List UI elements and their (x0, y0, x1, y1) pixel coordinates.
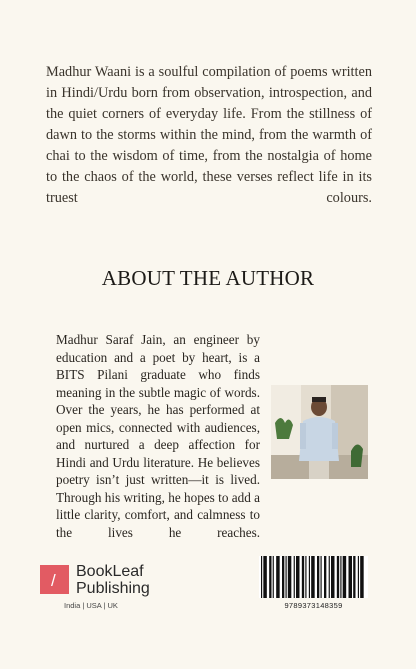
publisher-name (76, 563, 150, 597)
barcode-bar (340, 556, 341, 598)
barcode-bar (321, 556, 322, 598)
barcode-bar (360, 556, 364, 598)
publisher-locations: India | USA | UK (64, 601, 118, 610)
barcode-bar (317, 556, 319, 598)
barcode-bar (358, 556, 359, 598)
barcode-bar (343, 556, 347, 598)
svg-text:/: / (51, 571, 56, 590)
author-bio: Madhur Saraf Jain, an engineer by education and a poet by heart, is a BITS Pilani graduate who finds meaning in the subtle magic of words. Over the years, he has performed at open mics, connected with audiences, and nurtured a deep affection for Hindi and Urdu literature. He believes poetry isn’t just written—it is lived. Through his writing, he hopes to add a little clarity, comfort, and calmness to the lives he reaches. (56, 332, 260, 540)
barcode-bar (273, 556, 274, 598)
about-author-heading: ABOUT THE AUTHOR (101, 266, 315, 290)
publisher-name-line2: Publishing (76, 580, 150, 597)
barcode-bar (282, 556, 284, 598)
isbn-barcode (259, 556, 368, 598)
barcode-bar (296, 556, 300, 598)
barcode-bar (294, 556, 295, 598)
barcode-bar (329, 556, 330, 598)
back-cover-blurb: Madhur Waani is a soulful compilation of poems written in Hindi/Urdu born from observation, introspection, and the quiet corners of everyday life. From the stillness of dawn to the storms within the mind, from the warmth of chai to the wisdom of time, from the nostalgia of home to the chaos of the world, these verses reflect life in its truest colours. (46, 64, 372, 207)
barcode-bar (302, 556, 304, 598)
barcode-bar (337, 556, 339, 598)
author-photo-illustration (271, 385, 368, 479)
bookleaf-logo-icon (40, 565, 69, 594)
barcode-bar (269, 556, 271, 598)
barcode-bar (349, 556, 353, 598)
barcode-bar (288, 556, 292, 598)
barcode-bar (261, 556, 262, 598)
barcode-bar (311, 556, 315, 598)
author-photo (271, 385, 368, 479)
barcode-bar (305, 556, 306, 598)
barcode-bar (353, 556, 355, 598)
barcode-bar (263, 556, 267, 598)
barcode-bar (276, 556, 280, 598)
barcode-bar (286, 556, 287, 598)
barcode-bar (324, 556, 326, 598)
isbn-number: 9789373148359 (284, 601, 343, 610)
barcode-bar (331, 556, 335, 598)
barcode-bar (309, 556, 310, 598)
publisher-name-line1: BookLeaf (76, 563, 144, 580)
